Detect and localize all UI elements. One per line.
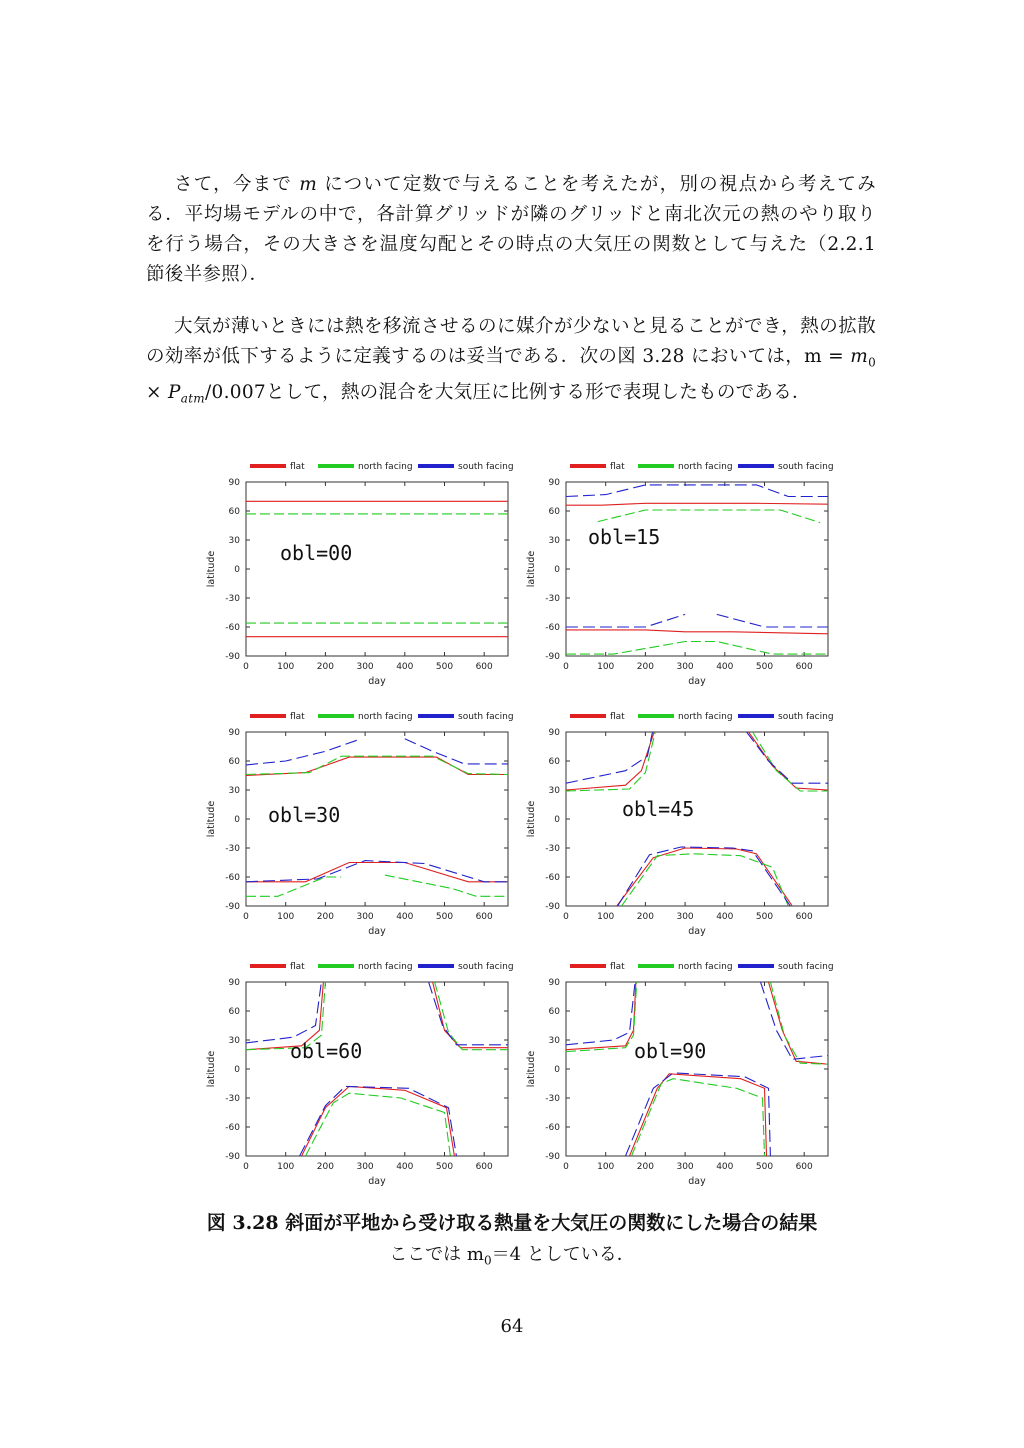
formula-m0: m — [850, 346, 869, 367]
plot-frame — [566, 732, 828, 906]
legend-label-flat: flat — [290, 962, 305, 972]
y-tick-label: -30 — [225, 594, 240, 604]
x-tick-label: 400 — [396, 1162, 414, 1172]
series-line-north — [566, 732, 655, 791]
y-tick-label: 0 — [234, 815, 240, 825]
y-tick-label: 0 — [234, 565, 240, 575]
panel-label: obl=30 — [268, 803, 341, 827]
y-tick-label: 30 — [228, 536, 240, 546]
x-tick-label: 0 — [243, 662, 249, 672]
y-tick-label: 30 — [228, 1036, 240, 1046]
series-line-south — [246, 861, 508, 882]
y-tick-label: 0 — [234, 1065, 240, 1075]
y-tick-label: 30 — [548, 536, 560, 546]
y-tick-label: -60 — [545, 623, 560, 633]
panel-label: obl=90 — [634, 1039, 707, 1063]
x-tick-label: 300 — [356, 912, 374, 922]
y-tick-label: 90 — [228, 978, 240, 988]
y-tick-label: -90 — [225, 1152, 240, 1162]
x-tick-label: 100 — [277, 912, 295, 922]
x-tick-label: 0 — [243, 912, 249, 922]
series-line-flat — [302, 1086, 455, 1156]
x-tick-label: 600 — [795, 1162, 813, 1172]
series-line-north — [306, 1093, 451, 1156]
legend-label-south: south facing — [778, 462, 834, 472]
series-line-flat — [566, 503, 828, 505]
formula-p: P — [167, 381, 181, 403]
panel-label: obl=15 — [588, 525, 661, 549]
y-tick-label: -30 — [545, 844, 560, 854]
series-line-flat — [769, 982, 829, 1064]
y-tick-label: -90 — [225, 902, 240, 912]
x-tick-label: 200 — [636, 1162, 654, 1172]
legend-label-north: north facing — [678, 712, 733, 722]
series-line-north — [435, 982, 508, 1050]
legend-label-south: south facing — [458, 712, 514, 722]
legend-label-north: north facing — [358, 712, 413, 722]
legend-label-flat: flat — [610, 712, 625, 722]
y-tick-label: 0 — [554, 815, 560, 825]
x-tick-label: 400 — [396, 662, 414, 672]
y-tick-label: 60 — [548, 507, 560, 517]
series-line-south — [566, 614, 685, 627]
y-tick-label: 30 — [228, 786, 240, 796]
series-line-south — [618, 847, 791, 906]
paragraph-2-lead: 大気が薄いときには熱を移流させるのに媒介が少ないと見ることができ，熱の拡散の効率が低下するように定義するのは妥当である．次の図 3.28 においては， — [146, 316, 876, 367]
x-tick-label: 400 — [716, 662, 734, 672]
y-tick-label: 60 — [228, 507, 240, 517]
y-tick-label: -90 — [545, 652, 560, 662]
x-tick-label: 300 — [356, 662, 374, 672]
figure-3-28 — [200, 452, 840, 1192]
x-tick-label: 600 — [795, 912, 813, 922]
chart-svg — [200, 952, 522, 1202]
series-line-south — [626, 1073, 771, 1156]
legend-label-south: south facing — [458, 462, 514, 472]
y-tick-label: 90 — [548, 728, 560, 738]
caption-note-tail: ＝4 としている． — [491, 1244, 635, 1265]
caption-note-lead: ここでは m — [389, 1244, 484, 1265]
x-tick-label: 100 — [597, 662, 615, 672]
x-tick-label: 600 — [475, 662, 493, 672]
x-tick-label: 200 — [636, 912, 654, 922]
series-line-south — [246, 739, 361, 765]
figure-caption: 図 3.28 斜面が平地から受け取る熱量を大気圧の関数にした場合の結果 — [206, 1212, 818, 1234]
x-tick-label: 400 — [716, 1162, 734, 1172]
series-line-flat — [246, 863, 508, 882]
series-line-north — [753, 732, 828, 791]
series-line-flat — [630, 1074, 767, 1156]
legend-label-south: south facing — [778, 712, 834, 722]
y-tick-label: 30 — [548, 1036, 560, 1046]
chart-panel-1 — [520, 452, 842, 702]
y-tick-label: -90 — [545, 1152, 560, 1162]
legend-label-south: south facing — [458, 962, 514, 972]
legend-label-north: north facing — [358, 462, 413, 472]
chart-panel-5 — [520, 952, 842, 1202]
y-tick-label: 0 — [554, 1065, 560, 1075]
paragraph-2 — [146, 312, 876, 413]
series-line-south — [566, 982, 635, 1045]
y-axis-label: latitude — [526, 550, 537, 588]
chart-panel-4 — [200, 952, 522, 1202]
x-tick-label: 500 — [435, 662, 454, 672]
plot-frame — [246, 982, 508, 1156]
panel-label: obl=60 — [290, 1039, 363, 1063]
y-tick-label: 90 — [548, 478, 560, 488]
x-tick-label: 100 — [597, 1162, 615, 1172]
chart-svg — [200, 452, 522, 702]
series-line-flat — [617, 848, 793, 906]
y-tick-label: -60 — [545, 1123, 560, 1133]
paragraph-2-tail: として，熱の混合を大気圧に比例する形で表現したものである． — [266, 381, 811, 403]
series-line-flat — [246, 757, 508, 775]
series-line-flat — [566, 982, 636, 1050]
chart-svg — [520, 452, 842, 702]
x-tick-label: 600 — [475, 1162, 493, 1172]
y-tick-label: 90 — [548, 978, 560, 988]
x-tick-label: 0 — [563, 912, 569, 922]
x-axis-label: day — [688, 676, 706, 687]
y-axis-label: latitude — [526, 1050, 537, 1088]
series-line-north — [632, 1079, 765, 1156]
chart-panel-2 — [200, 702, 522, 952]
series-line-south — [747, 732, 828, 783]
y-tick-label: -30 — [545, 1094, 560, 1104]
x-tick-label: 300 — [356, 1162, 374, 1172]
x-tick-label: 500 — [755, 1162, 774, 1172]
x-tick-label: 200 — [316, 912, 334, 922]
series-line-flat — [566, 630, 828, 634]
x-tick-label: 0 — [563, 662, 569, 672]
series-line-south — [761, 982, 829, 1059]
x-tick-label: 0 — [563, 1162, 569, 1172]
y-tick-label: -90 — [545, 902, 560, 912]
paragraph-1 — [146, 170, 876, 290]
y-tick-label: -60 — [225, 873, 240, 883]
series-line-south — [246, 982, 321, 1043]
panel-label: obl=45 — [622, 797, 695, 821]
y-axis-label: latitude — [206, 550, 217, 588]
legend-label-flat: flat — [610, 462, 625, 472]
formula-tail: /0.007 — [205, 381, 266, 403]
legend-label-south: south facing — [778, 962, 834, 972]
x-tick-label: 200 — [316, 662, 334, 672]
x-tick-label: 600 — [475, 912, 493, 922]
formula-times: × — [146, 381, 168, 403]
y-tick-label: -30 — [545, 594, 560, 604]
series-line-north — [598, 510, 820, 523]
y-tick-label: 90 — [228, 478, 240, 488]
series-line-north — [622, 854, 789, 906]
chart-svg — [200, 702, 522, 952]
chart-panel-3 — [520, 702, 842, 952]
y-tick-label: -60 — [545, 873, 560, 883]
series-line-north — [246, 756, 508, 774]
chart-panel-0 — [200, 452, 522, 702]
paragraph-1-body: について定数で与えることを考えたが，別の視点から考えてみる．平均場モデルの中で，各計算グリッドが隣のグリッドと南北次元の熱のやり取りを行う場合，その大きさを温度勾配とその時点の大気圧の関数として与えた（2.2.1 節後半参照）． — [146, 174, 876, 285]
legend-label-north: north facing — [678, 962, 733, 972]
series-line-north — [385, 875, 508, 896]
x-tick-label: 200 — [316, 1162, 334, 1172]
page-number: 64 — [500, 1316, 524, 1337]
y-tick-label: 60 — [548, 1007, 560, 1017]
y-tick-label: 60 — [548, 757, 560, 767]
x-tick-label: 600 — [795, 662, 813, 672]
legend-label-north: north facing — [678, 462, 733, 472]
x-tick-label: 300 — [676, 662, 694, 672]
plot-frame — [246, 482, 508, 656]
x-tick-label: 100 — [597, 912, 615, 922]
y-tick-label: 30 — [548, 786, 560, 796]
caption-note — [0, 1240, 1024, 1268]
x-tick-label: 500 — [755, 912, 774, 922]
plot-frame — [566, 982, 828, 1156]
x-tick-label: 400 — [396, 912, 414, 922]
y-tick-label: 60 — [228, 757, 240, 767]
caption-note-sub: 0 — [483, 1253, 492, 1268]
y-tick-label: -60 — [225, 623, 240, 633]
x-axis-label: day — [368, 676, 386, 687]
x-tick-label: 500 — [435, 912, 454, 922]
formula-lhs: m = — [804, 346, 851, 367]
y-tick-label: 60 — [228, 1007, 240, 1017]
y-tick-label: -30 — [225, 844, 240, 854]
series-line-south — [405, 739, 508, 764]
variable-m: m — [299, 174, 318, 195]
series-line-north — [246, 877, 341, 896]
y-tick-label: -90 — [225, 652, 240, 662]
panel-label: obl=00 — [280, 541, 353, 565]
series-line-south — [300, 1086, 457, 1156]
x-tick-label: 300 — [676, 1162, 694, 1172]
x-axis-label: day — [368, 1176, 386, 1187]
x-tick-label: 100 — [277, 662, 295, 672]
formula-m0-sub: 0 — [868, 355, 876, 370]
y-axis-label: latitude — [206, 800, 217, 838]
legend-label-flat: flat — [290, 712, 305, 722]
series-line-north — [770, 982, 828, 1064]
x-tick-label: 300 — [676, 912, 694, 922]
formula-p-sub: atm — [180, 391, 205, 406]
y-axis-label: latitude — [526, 800, 537, 838]
series-line-south — [717, 614, 828, 627]
legend-label-flat: flat — [610, 962, 625, 972]
series-line-south — [566, 485, 828, 497]
chart-svg — [520, 702, 842, 952]
legend-label-north: north facing — [358, 962, 413, 972]
x-axis-label: day — [368, 926, 386, 937]
series-line-south — [566, 732, 653, 783]
x-tick-label: 400 — [716, 912, 734, 922]
x-axis-label: day — [688, 926, 706, 937]
paragraph-1-lead: さて，今まで — [174, 174, 293, 195]
x-axis-label: day — [688, 1176, 706, 1187]
x-tick-label: 0 — [243, 1162, 249, 1172]
x-tick-label: 200 — [636, 662, 654, 672]
x-tick-label: 100 — [277, 1162, 295, 1172]
chart-svg — [520, 952, 842, 1202]
y-tick-label: 90 — [228, 728, 240, 738]
y-tick-label: -60 — [225, 1123, 240, 1133]
y-tick-label: 0 — [554, 565, 560, 575]
x-tick-label: 500 — [755, 662, 774, 672]
x-tick-label: 500 — [435, 1162, 454, 1172]
y-axis-label: latitude — [206, 1050, 217, 1088]
y-tick-label: -30 — [225, 1094, 240, 1104]
legend-label-flat: flat — [290, 462, 305, 472]
